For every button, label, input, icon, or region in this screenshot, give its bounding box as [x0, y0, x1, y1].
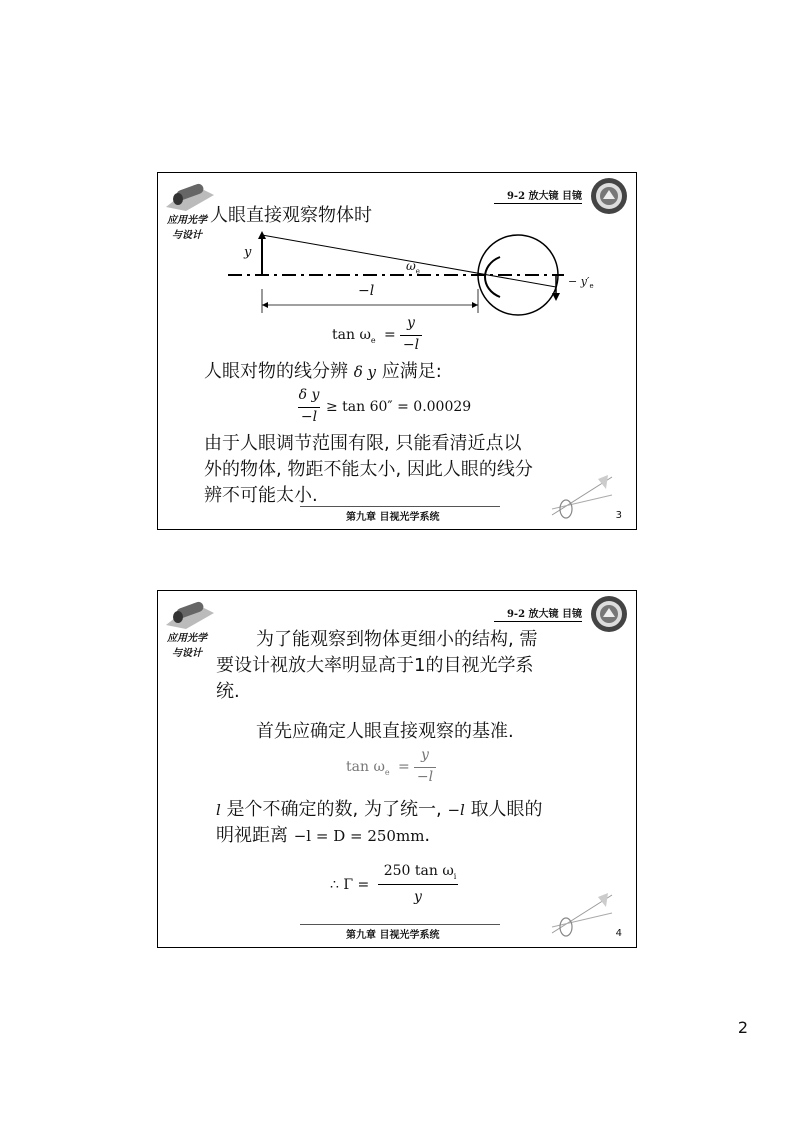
section-header: 9-2 放大镜 目镜 [506, 609, 582, 620]
optics-tube-logo [164, 177, 216, 213]
diagram-omega-label: $\omega_e$ [406, 259, 420, 276]
course-label: 应用光学 与设计 [167, 633, 207, 659]
intro-paragraph: 为了能观察到物体更细小的结构, 需 要设计视放大率明显高于1的目视光学系 统. [216, 629, 538, 702]
slide-number: 4 [615, 928, 622, 939]
course-label: 应用光学 与设计 [167, 215, 207, 241]
slide-3: 应用光学 与设计 9-2 放大镜 目镜 人眼直接观察物体时 y $\omega_e$ −l − $y'_e$ $\tan \omega_e$ = y −l 人眼对物的线分辨 δ y 应满足: δ y −l ≥ tan 60″ = 0.00029 由于人眼调节范围有限, 只能看清近点以 外的物体, 物距不能太小, 因此人眼的线分 辨不可能太小. 第九章 目视光学系统 3 [157, 172, 637, 530]
optics-corner-graphic [546, 883, 616, 943]
page-number: 2 [737, 1018, 748, 1037]
diagram-l-label: −l [358, 283, 375, 299]
eye-diagram [218, 229, 598, 329]
basis-line: 首先应确定人眼直接观察的基准. [256, 721, 514, 742]
chapter-footer: 第九章 目视光学系统 [346, 930, 440, 941]
footer-divider [300, 924, 500, 925]
diagram-y-label: y [244, 245, 252, 260]
diagram-ye-label: − $y'_e$ [568, 275, 594, 291]
optics-tube-logo [164, 595, 216, 631]
slide-number: 3 [615, 510, 622, 521]
university-emblem-icon [590, 177, 628, 215]
explanation-paragraph: 由于人眼调节范围有限, 只能看清近点以 外的物体, 物距不能太小, 因此人眼的线分 辨不可能太小. [204, 433, 533, 506]
slide-4: 应用光学 与设计 9-2 放大镜 目镜 为了能观察到物体更细小的结构, 需 要设计视放大率明显高于1的目视光学系 统. 首先应确定人眼直接观察的基准. $\tan \omega_e$ = y −l l 是个不确定的数, 为了统一, −l 取人眼的 明视距离 −l = D = 250mm. ∴ Γ = 250 $\tan \omega_i$ y 第九章 目视光学系统 4 [157, 590, 637, 948]
footer-divider [300, 506, 500, 507]
slide-title: 人眼直接观察物体时 [210, 205, 372, 226]
university-emblem-icon [590, 595, 628, 633]
resolution-line: 人眼对物的线分辨 δ y 应满足: [204, 361, 442, 382]
section-header: 9-2 放大镜 目镜 [506, 191, 582, 202]
header-divider [494, 203, 582, 204]
header-divider [494, 621, 582, 622]
distance-line: 明视距离 −l = D = 250mm. [216, 825, 431, 846]
l-definition-line: l 是个不确定的数, 为了统一, −l 取人眼的 [216, 799, 543, 820]
optics-corner-graphic [546, 465, 616, 525]
chapter-footer: 第九章 目视光学系统 [346, 512, 440, 523]
